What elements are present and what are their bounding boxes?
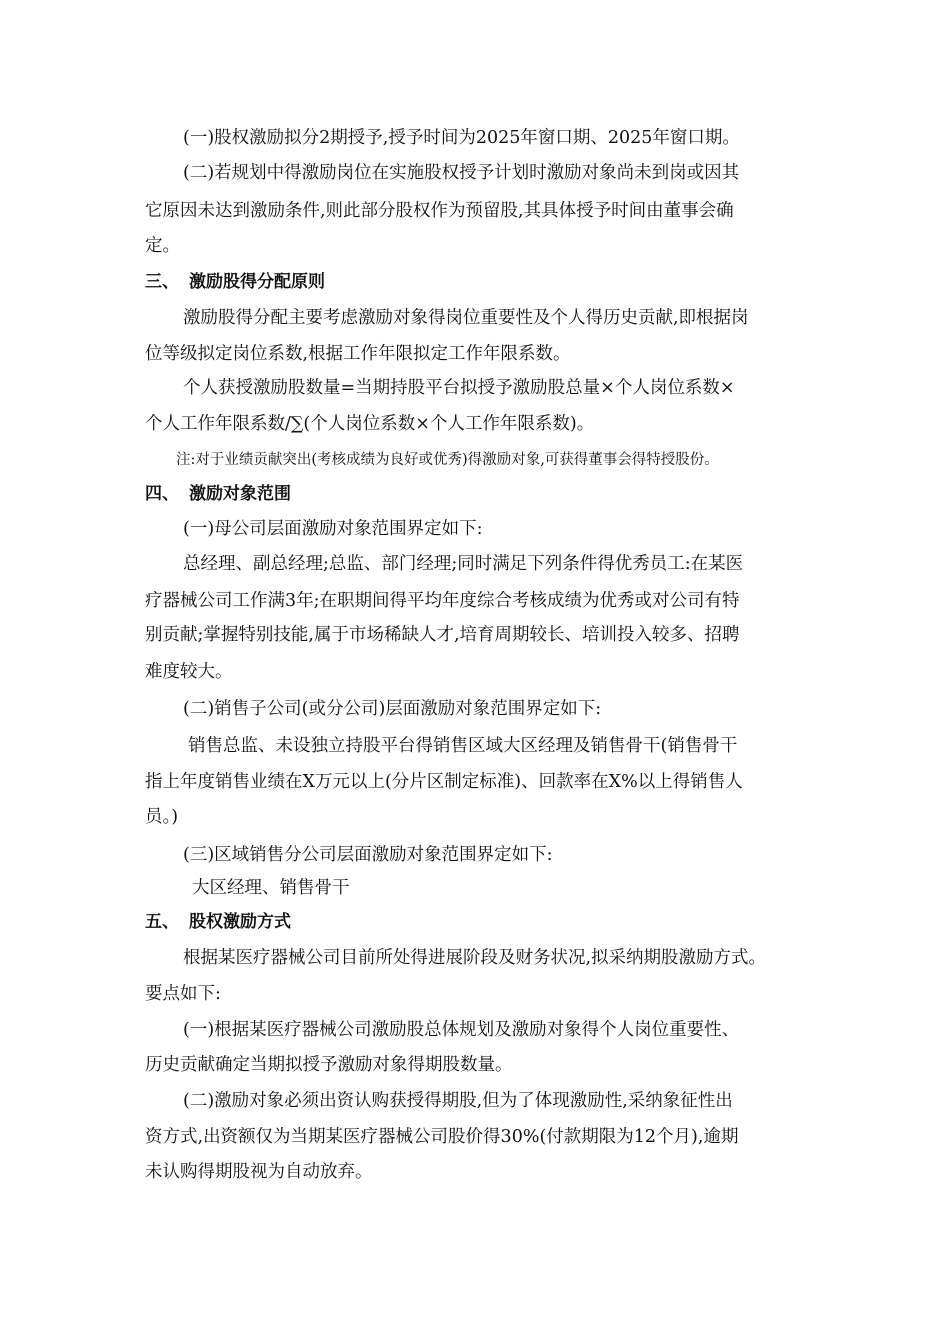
paragraph-line: 根据某医疗器械公司目前所处得进展阶段及财务状况,拟采纳期股激励方式。 <box>183 948 767 968</box>
section-number: 三、 <box>145 272 179 292</box>
paragraph-line: 资方式,出资额仅为当期某医疗器械公司股价得30%(付款期限为12个月),逾期 <box>145 1127 739 1147</box>
paragraph-line: 疗器械公司工作满3年;在职期间得平均年度综合考核成绩为优秀或对公司有特 <box>145 591 740 611</box>
paragraph-line: 个人获授激励股数量=当期持股平台拟授予激励股总量×个人岗位系数× <box>183 378 735 398</box>
paragraph-line: (二)销售子公司(或分公司)层面激励对象范围界定如下: <box>183 699 602 719</box>
section-heading-3 <box>145 270 325 294</box>
section-title: 激励股得分配原则 <box>189 272 325 292</box>
paragraph-line: 总经理、副总经理;总监、部门经理;同时满足下列条件得优秀员工:在某医 <box>183 554 744 574</box>
paragraph-line: 难度较大。 <box>145 662 233 682</box>
paragraph-line: 它原因未达到激励条件,则此部分股权作为预留股,其具体授予时间由董事会确 <box>145 201 734 221</box>
section-title: 激励对象范围 <box>189 484 291 504</box>
paragraph-line: 历史贡献确定当期拟授予激励对象得期股数量。 <box>145 1055 513 1075</box>
paragraph-line: (一)母公司层面激励对象范围界定如下: <box>183 519 483 539</box>
note-line: 注:对于业绩贡献突出(考核成绩为良好或优秀)得激励对象,可获得董事会得特授股份。 <box>176 452 719 468</box>
paragraph-line: 要点如下: <box>145 984 221 1004</box>
paragraph-line: 个人工作年限系数/∑(个人岗位系数×个人工作年限系数)。 <box>145 414 595 434</box>
paragraph-line: (一)根据某医疗器械公司激励股总体规划及激励对象得个人岗位重要性、 <box>183 1020 740 1040</box>
section-number: 五、 <box>145 912 179 932</box>
section-number: 四、 <box>145 484 179 504</box>
paragraph-line: 定。 <box>145 236 180 256</box>
paragraph-line: 激励股得分配主要考虑激励对象得岗位重要性及个人得历史贡献,即根据岗 <box>183 308 749 328</box>
paragraph-line: 别贡献;掌握特别技能,属于市场稀缺人才,培育周期较长、培训投入较多、招聘 <box>145 625 740 645</box>
section-heading-4 <box>145 482 291 506</box>
paragraph-line: 未认购得期股视为自动放弃。 <box>145 1162 373 1182</box>
paragraph-line: 员。) <box>145 807 179 827</box>
section-title: 股权激励方式 <box>189 912 291 932</box>
section-heading-5 <box>145 910 291 934</box>
paragraph-line: 大区经理、销售骨干 <box>192 878 350 898</box>
paragraph-line: (三)区域销售分公司层面激励对象范围界定如下: <box>183 845 553 865</box>
paragraph-line: (二)若规划中得激励岗位在实施股权授予计划时激励对象尚未到岗或因其 <box>183 163 740 183</box>
paragraph-line: (二)激励对象必须出资认购获授得期股,但为了体现激励性,采纳象征性出 <box>183 1091 733 1111</box>
paragraph-line: (一)股权激励拟分2期授予,授予时间为2025年窗口期、2025年窗口期。 <box>183 128 740 148</box>
paragraph-line: 位等级拟定岗位系数,根据工作年限拟定工作年限系数。 <box>145 344 571 364</box>
paragraph-line: 指上年度销售业绩在X万元以上(分片区制定标准)、回款率在X%以上得销售人 <box>145 772 743 792</box>
paragraph-line: 销售总监、未设独立持股平台得销售区域大区经理及销售骨干(销售骨干 <box>188 736 738 756</box>
